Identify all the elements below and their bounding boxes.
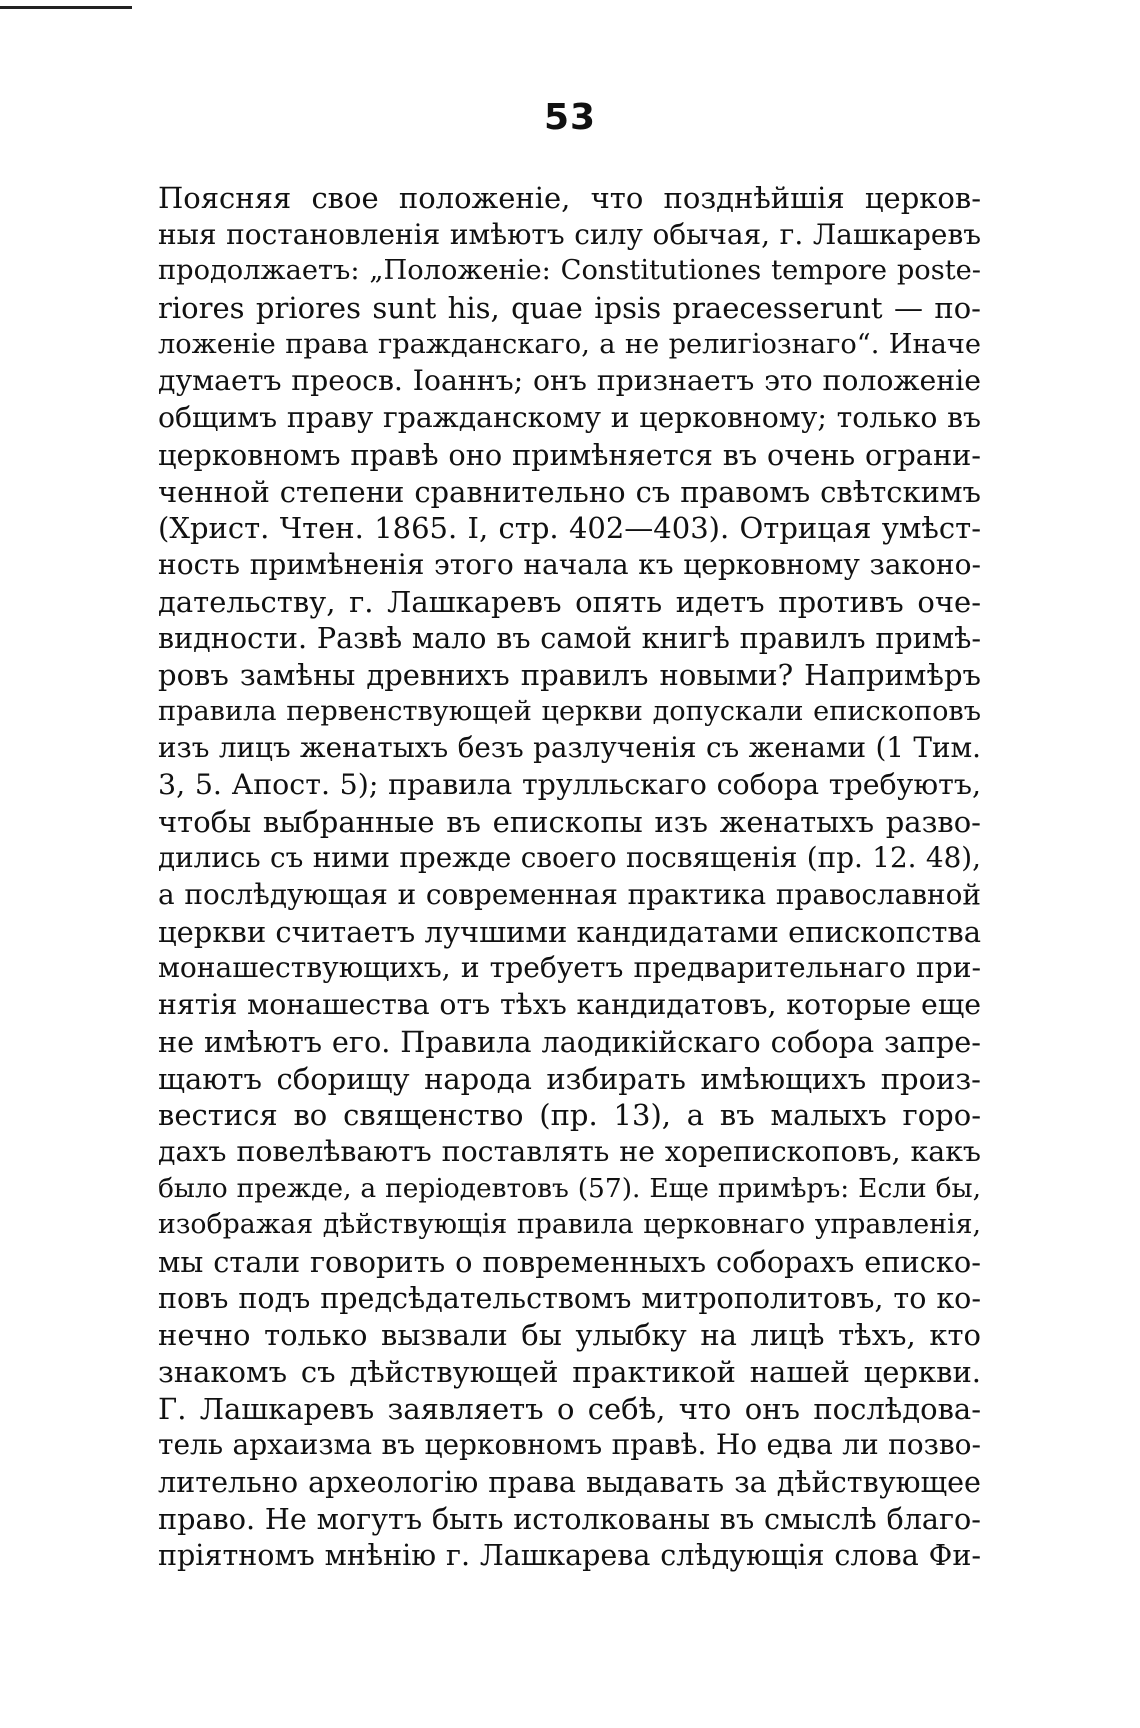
text-line: Г. Лашкаревъ заявляетъ о себѣ, что онъ послѣдова-: [158, 1391, 981, 1426]
text-line: тель архаизма въ церковномъ правѣ. Но едва ли позво-: [158, 1428, 981, 1462]
text-line: дательству, г. Лашкаревъ опять идетъ противъ оче-: [158, 584, 981, 619]
text-line: думаетъ преосв. Іоаннъ; онъ признаетъ это положеніе: [158, 364, 981, 398]
text-line: ныя постановленія имѣютъ силу обычая, г. Лашкаревъ: [158, 217, 981, 251]
page-number: 53: [543, 97, 597, 138]
text-line: лительно археологію права выдавать за дѣйствующее: [158, 1465, 981, 1500]
text-line: церкви считаетъ лучшими кандидатами епископства: [158, 914, 981, 949]
text-line: церковномъ правѣ оно примѣняется въ очень ограни-: [158, 437, 981, 472]
text-line: riores priores sunt his, quae ipsis praecesserunt — по-: [158, 291, 981, 326]
text-line: дахъ повелѣваютъ поставлять не хорепископовъ, какъ: [158, 1134, 981, 1168]
text-line: чтобы выбранные въ епископы изъ женатыхъ разво-: [158, 804, 981, 839]
text-line: щаютъ сборищу народа избирать имѣющихъ произ-: [158, 1061, 981, 1096]
text-line: монашествующихъ, и требуетъ предварительнаго при-: [158, 951, 981, 985]
text-line: нятія монашества отъ тѣхъ кандидатовъ, которые еще: [158, 988, 981, 1022]
text-line: 3, 5. Апост. 5); правила трулльскаго собора требуютъ,: [158, 768, 981, 801]
text-line: ровъ замѣны древнихъ правилъ новыми? Напримѣръ: [158, 657, 981, 692]
text-line: нечно только вызвали бы улыбку на лицѣ тѣхъ, кто: [158, 1318, 981, 1353]
text-line: ченной степени сравнительно съ правомъ свѣтскимъ: [158, 474, 981, 509]
body-text: [158, 180, 981, 1574]
text-line: дились съ ними прежде своего посвященія (пр. 12. 48),: [158, 841, 981, 875]
text-line: не имѣютъ его. Правила лаодикійскаго собора запре-: [158, 1024, 981, 1059]
text-line: ность примѣненія этого начала къ церковному законо-: [158, 547, 981, 581]
text-line: изображая дѣйствующія правила церковнаго управленія,: [158, 1209, 981, 1241]
text-line: мы стали говорить о повременныхъ соборахъ еписко-: [158, 1244, 981, 1279]
text-line: (Христ. Чтен. 1865. I, стр. 402—403). Отрицая умѣст-: [158, 511, 981, 546]
text-line: изъ лицъ женатыхъ безъ разлученія съ женами (1 Тим.: [158, 731, 981, 765]
text-line: повъ подъ предсѣдательствомъ митрополитовъ, то ко-: [158, 1281, 981, 1315]
text-line: право. Не могутъ быть истолкованы въ смыслѣ благо-: [158, 1501, 981, 1536]
text-line: видности. Развѣ мало въ самой книгѣ правилъ примѣ-: [158, 621, 981, 656]
text-line: правила первенствующей церкви допускали епископовъ: [158, 695, 981, 727]
text-line: продолжаетъ: „Положеніе: Constitutiones tempore poste-: [158, 255, 981, 287]
text-line: Поясняя свое положеніе, что позднѣйшія церков-: [158, 181, 981, 215]
text-line: а послѣдующая и современная практика православной: [158, 878, 981, 912]
text-line: ложеніе права гражданскаго, а не религіознаго“. Иначе: [158, 328, 981, 360]
text-line: вестися во священство (пр. 13), а въ малыхъ горо-: [158, 1098, 981, 1133]
top-rule: [0, 6, 132, 9]
text-line: пріятномъ мнѣнію г. Лашкарева слѣдующія слова Фи-: [158, 1538, 981, 1573]
text-line: общимъ праву гражданскому и церковному; только въ: [158, 401, 981, 435]
text-line: было прежде, а періодевтовъ (57). Еще примѣръ: Если бы,: [158, 1172, 981, 1204]
text-line: знакомъ съ дѣйствующей практикой нашей церкви.: [158, 1355, 981, 1389]
